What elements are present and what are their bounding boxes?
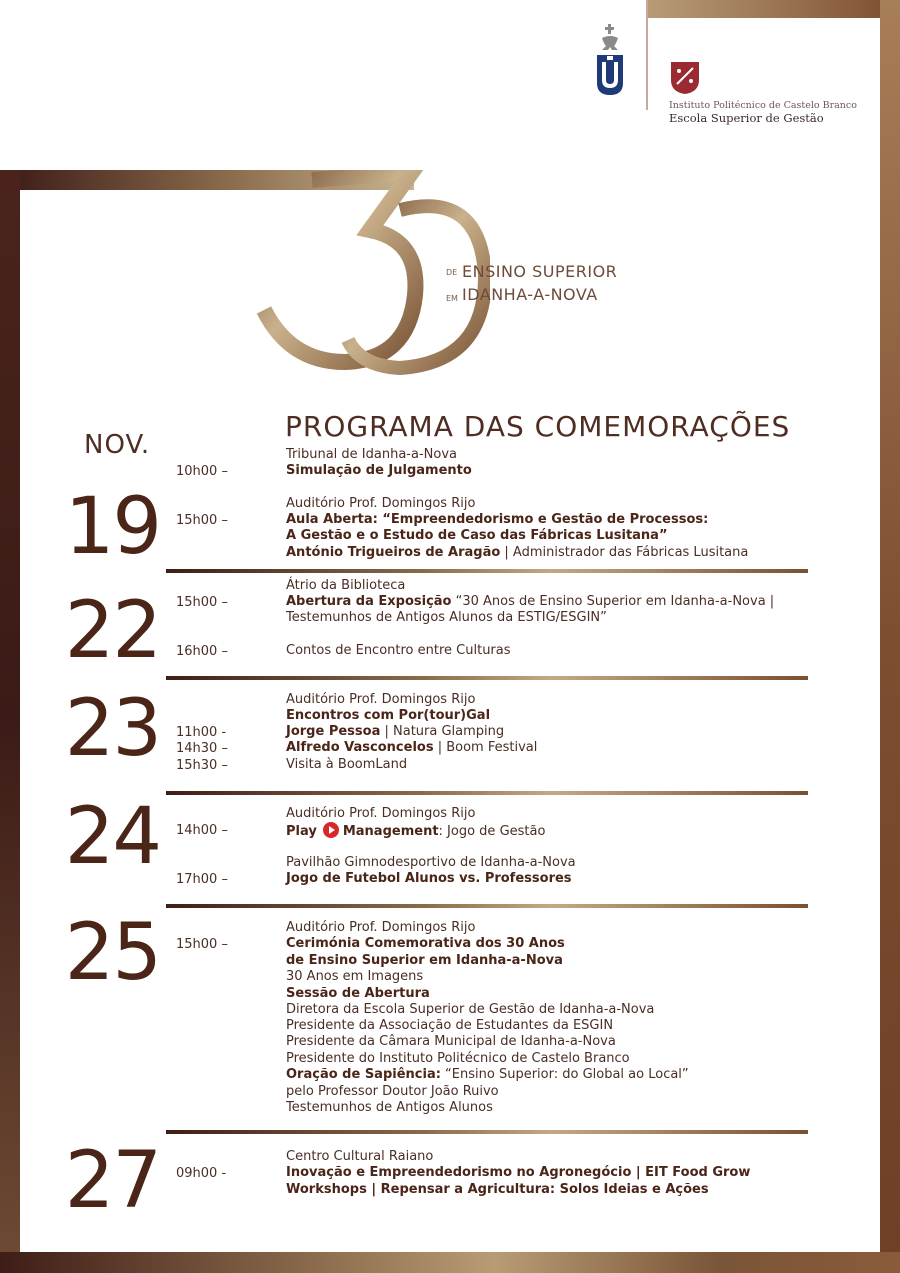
event-time: 15h00 – [176, 937, 228, 952]
event-section-heading: Sessão de Abertura [286, 986, 430, 1001]
day-divider [166, 569, 808, 573]
event-location: Auditório Prof. Domingos Rijo [286, 920, 476, 935]
event-location: Átrio da Biblioteca [286, 578, 406, 593]
event-title: Simulação de Julgamento [286, 463, 472, 478]
event-time: 14h30 – [176, 741, 228, 756]
event-speaker-line [286, 545, 748, 562]
event-title-line-1: Cerimónia Comemorativa dos 30 Anos [286, 936, 565, 951]
speaker-name: António Trigueiros de Aragão [286, 545, 501, 560]
event-location: Auditório Prof. Domingos Rijo [286, 692, 476, 707]
lecture-label: Oração de Sapiência: [286, 1067, 441, 1082]
day-divider [166, 676, 808, 680]
lecture-title: “Ensino Superior: do Global ao Local” [440, 1067, 689, 1082]
exhibition-title: Abertura da Exposição [286, 594, 452, 609]
speaker-role: | Boom Festival [433, 740, 538, 755]
event-line: Diretora da Escola Superior de Gestão de Idanha-a-Nova [286, 1002, 655, 1017]
event-location: Tribunal de Idanha-a-Nova [286, 447, 457, 462]
event-title-line-1: Inovação e Empreendedorismo no Agronegócio | EIT Food Grow [286, 1165, 751, 1180]
event-line [286, 1067, 689, 1084]
event-title-line-2: A Gestão e o Estudo de Caso das Fábricas Lusitana” [286, 528, 668, 543]
play-icon [323, 822, 339, 838]
event-time: 14h00 – [176, 823, 228, 838]
frame-right-bar [880, 0, 900, 1273]
event-title [286, 822, 545, 841]
frame-header-divider [646, 0, 648, 110]
event-heading: Encontros com Por(tour)Gal [286, 708, 491, 723]
event-line: Presidente da Associação de Estudantes da ESGIN [286, 1018, 614, 1033]
management-word: Management [342, 824, 439, 839]
event-title: Jogo de Futebol Alunos vs. Professores [286, 871, 572, 886]
day-number-22: 22 [64, 586, 160, 676]
event-location: Auditório Prof. Domingos Rijo [286, 496, 476, 511]
emblem-de: DE [446, 268, 458, 277]
ipcb-logo [669, 60, 701, 96]
day-divider [166, 791, 808, 795]
event-time: 15h30 – [176, 758, 228, 773]
event-title-line-2: de Ensino Superior em Idanha-a-Nova [286, 953, 563, 968]
day-number-23: 23 [64, 684, 160, 774]
event-title-line-1 [286, 594, 774, 611]
day-number-24: 24 [64, 792, 160, 882]
frame-bottom-bar [0, 1252, 900, 1273]
frame-top-right-bar [647, 0, 900, 18]
day-divider [166, 1130, 808, 1134]
event-time: 16h00 – [176, 644, 228, 659]
event-title: Visita à BoomLand [286, 757, 408, 772]
event-time: 10h00 – [176, 464, 228, 479]
event-time: 15h00 – [176, 513, 228, 528]
event-location: Auditório Prof. Domingos Rijo [286, 806, 476, 821]
event-title-line-2: Testemunhos de Antigos Alunos da ESTIG/ESGIN” [286, 610, 607, 625]
event-time: 17h00 – [176, 872, 228, 887]
event-time: 11h00 - [176, 725, 227, 740]
speaker-role: | Natura Glamping [380, 724, 505, 739]
event-subtitle: : Jogo de Gestão [438, 824, 546, 839]
emblem-em: EM [446, 294, 458, 303]
event-speaker-line [286, 740, 537, 757]
emblem-line-1: ENSINO SUPERIOR [462, 262, 618, 281]
day-number-25: 25 [64, 908, 160, 998]
event-title-line-1: Aula Aberta: “Empreendedorismo e Gestão de Processos: [286, 512, 709, 527]
event-title: Contos de Encontro entre Culturas [286, 643, 511, 658]
speaker-name: Alfredo Vasconcelos [286, 740, 434, 755]
ipcb-institution-name: Instituto Politécnico de Castelo Branco [669, 100, 857, 111]
event-line: Presidente do Instituto Politécnico de Castelo Branco [286, 1051, 630, 1066]
day-number-19: 19 [64, 482, 160, 572]
event-speaker-line [286, 724, 504, 741]
event-line: 30 Anos em Imagens [286, 969, 424, 984]
month-label: NOV. [84, 430, 151, 460]
page-title: PROGRAMA DAS COMEMORAÇÕES [285, 410, 791, 443]
play-word: Play [286, 824, 317, 839]
ipcb-school-name: Escola Superior de Gestão [669, 111, 824, 125]
event-line: Presidente da Câmara Municipal de Idanha-a-Nova [286, 1034, 616, 1049]
event-time: 15h00 – [176, 595, 228, 610]
day-number-27: 27 [64, 1136, 160, 1226]
emblem-line-2: IDANHA-A-NOVA [462, 285, 598, 304]
event-line: pelo Professor Doutor João Ruivo [286, 1084, 499, 1099]
event-location: Centro Cultural Raiano [286, 1149, 434, 1164]
ubi-logo [592, 22, 628, 97]
speaker-name: Jorge Pessoa [286, 724, 381, 739]
event-line: Testemunhos de Antigos Alunos [286, 1100, 493, 1115]
exhibition-subtitle: “30 Anos de Ensino Superior em Idanha-a-Nova | [451, 594, 775, 609]
day-divider [166, 904, 808, 908]
event-time: 09h00 - [176, 1166, 227, 1181]
speaker-role: | Administrador das Fábricas Lusitana [500, 545, 749, 560]
event-title-line-2: Workshops | Repensar a Agricultura: Solos Ideias e Ações [286, 1182, 709, 1197]
event-location: Pavilhão Gimnodesportivo de Idanha-a-Nova [286, 855, 576, 870]
